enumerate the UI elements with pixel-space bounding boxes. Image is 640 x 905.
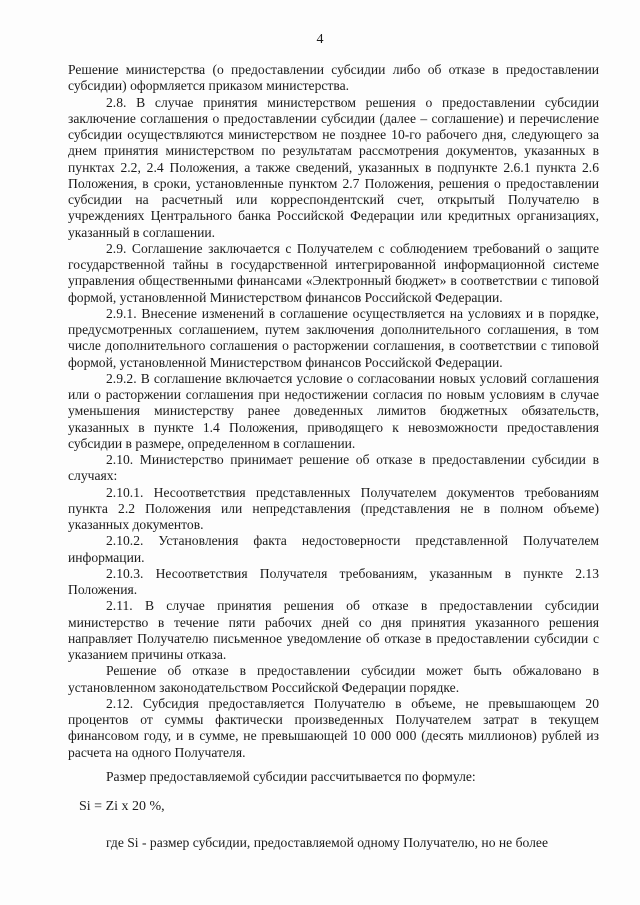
paragraph-formula-explanation: где Si - размер субсидии, предоставляемой одному Получателю, но не более [106,835,548,851]
paragraph-appeal: Решение об отказе в предоставлении субсидии может быть обжаловано в установленном законодательством Российской Федерации порядке. [68,663,599,695]
paragraph-decision: Решение министерства (о предоставлении субсидии либо об отказе в предоставлении субсидии) оформляется приказом министерства. [68,62,599,94]
paragraph-2-10: 2.10. Министерство принимает решение об отказе в предоставлении субсидии в случаях: [68,452,599,484]
paragraph-2-10-1: 2.10.1. Несоответствия представленных Получателем документов требованиям пункта 2.2 Положения или непредставления (представления не в полном объеме) указанных документов. [68,484,599,532]
paragraph-2-12: 2.12. Субсидия предоставляется Получателю в объеме, не превышающем 20 процентов от суммы фактически произведенных Получателем затрат в текущем финансовом году, и в сумме, не превышающей 10 000 000 (десять миллионов) рублей из расчета на одного Получателя. [68,695,599,760]
formula: Si = Zi x 20 %, [79,799,165,814]
paragraph-2-9: 2.9. Соглашение заключается с Получателем с соблюдением требований о защите государственной тайны в государственной интегрированной информационной системе управления общественными финансами «Электронный бюджет» в соответствии с типовой формой, установленной Министерством финансов Российской Федерации. [68,240,599,305]
paragraph-2-9-2: 2.9.2. В соглашение включается условие о согласовании новых условий соглашения или о расторжении соглашения при недостижении согласия по новым условиям в случае уменьшения министерству ранее доведенных лимитов бюджетных обязательств, указанных в пункте 1.4 Положения, приводящего к невозможности предоставления субсидии в размере, определенном в соглашении. [68,370,599,451]
document-body [68,62,599,852]
paragraph-2-10-2: 2.10.2. Установления факта недостоверности представленной Получателем информации. [68,533,599,565]
paragraph-formula-intro: Размер предоставляемой субсидии рассчитывается по формуле: [106,768,476,784]
page-number: 4 [316,32,324,47]
paragraph-2-10-3: 2.10.3. Несоответствия Получателя требованиям, указанным в пункте 2.13 Положения. [68,565,599,597]
spacer [68,761,599,769]
paragraph-2-8: 2.8. В случае принятия министерством решения о предоставлении субсидии заключение соглашения о предоставлении субсидии (далее – соглашение) и перечисление субсидии осуществляются министерством не позднее 10-го рабочего дня, следующего за днем принятия министерством по результатам рассмотрения документов, указанных в пунктах 2.2, 2.4 Положения, а также сведений, указанных в подпункте 2.6.1 пункта 2.6 Положения, в сроки, установленные пунктом 2.7 Положения, решения о предоставлении субсидии на расчетный или корреспондентский счет, открытый Получателю в учреждениях Центрального банка Российской Федерации или кредитных организациях, указанный в соглашении. [68,94,599,240]
paragraph-2-9-1: 2.9.1. Внесение изменений в соглашение осуществляется на условиях и в порядке, предусмотренных соглашением, путем заключения дополнительного соглашения, в том числе дополнительного соглашения о расторжении соглашения, в соответствии с типовой формой, установленной Министерством финансов Российской Федерации. [68,305,599,370]
paragraph-2-11: 2.11. В случае принятия решения об отказе в предоставлении субсидии министерство в течение пяти рабочих дней со дня принятия указанного решения направляет Получателю письменное уведомление об отказе в предоставлении субсидии с указанием причины отказа. [68,598,599,662]
